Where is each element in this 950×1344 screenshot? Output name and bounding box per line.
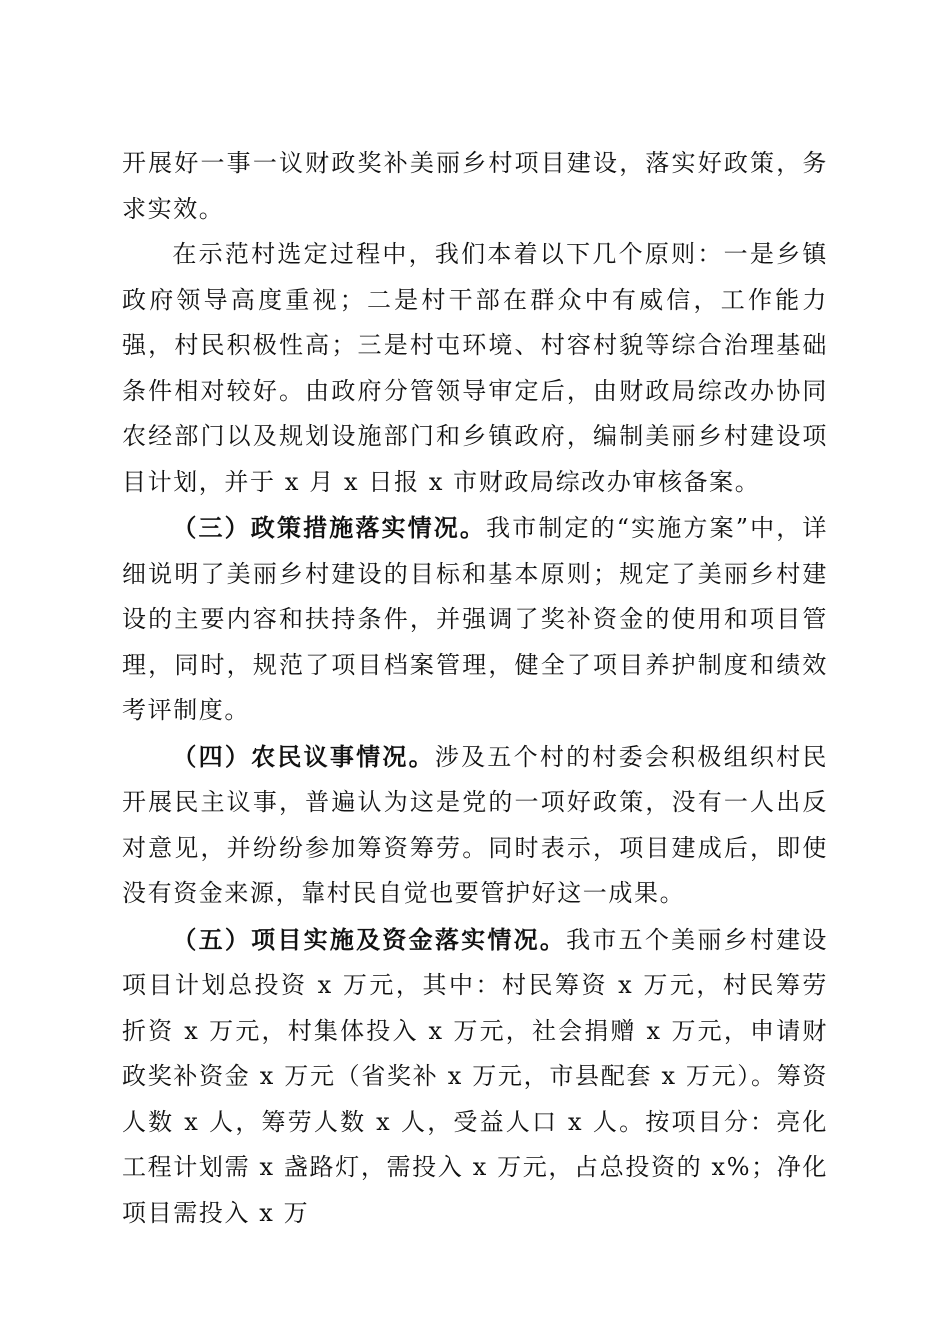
paragraph-text: 我市制定的“实施方案”中，详细说明了美丽乡村建设的目标和基本原则；规定了美丽乡村建设的主要内容和扶持条件，并强调了奖补资金的使用和项目管理，同时，规范了项目档案管理，健全了项目养护制度和绩效考评制度。 [122, 514, 828, 724]
paragraph-text: 我市五个美丽乡村建设项目计划总投资 x 万元，其中：村民筹资 x 万元，村民筹劳折资 x 万元，村集体投入 x 万元，社会捐赠 x 万元，申请财政奖补资金 x 万元（省奖补 x 万元，市县配套 x 万元）。筹资人数 x 人，筹劳人数 x 人，受益人口 x 人。按项目分：亮化工程计划需 x 盏路灯，需投入 x 万元，占总投资的 x%；净化项目需投入 x 万 [122, 925, 829, 1227]
paragraph-selection-principles [122, 232, 828, 505]
section-heading: （五）项目实施及资金落实情况。 [172, 924, 567, 954]
paragraph-project-funding [122, 917, 828, 1237]
document-page [122, 141, 828, 1236]
paragraph-text: 在示范村选定过程中，我们本着以下几个原则：一是乡镇政府领导高度重视；二是村干部在群众中有威信，工作能力强，村民积极性高；三是村屯环境、村容村貌等综合治理基础条件相对较好。由政府分管领导审定后，由财政局综改办协同农经部门以及规划设施部门和乡镇政府，编制美丽乡村建设项目计划，并于 x 月 x 日报 x 市财政局综改办审核备案。 [122, 240, 828, 496]
paragraph-text: 涉及五个村的村委会积极组织村民开展民主议事，普遍认为这是党的一项好政策，没有一人出反对意见，并纷纷参加筹资筹劳。同时表示，项目建成后，即使没有资金来源，靠村民自觉也要管护好这一成果。 [122, 742, 829, 907]
paragraph-continuation [122, 141, 828, 232]
paragraph-farmer-discussion [122, 734, 828, 917]
paragraph-policy-measures [122, 505, 828, 734]
section-heading: （三）政策措施落实情况。 [172, 513, 487, 542]
paragraph-text: 开展好一事一议财政奖补美丽乡村项目建设，落实好政策，务求实效。 [122, 149, 828, 223]
section-heading: （四）农民议事情况。 [172, 741, 435, 771]
